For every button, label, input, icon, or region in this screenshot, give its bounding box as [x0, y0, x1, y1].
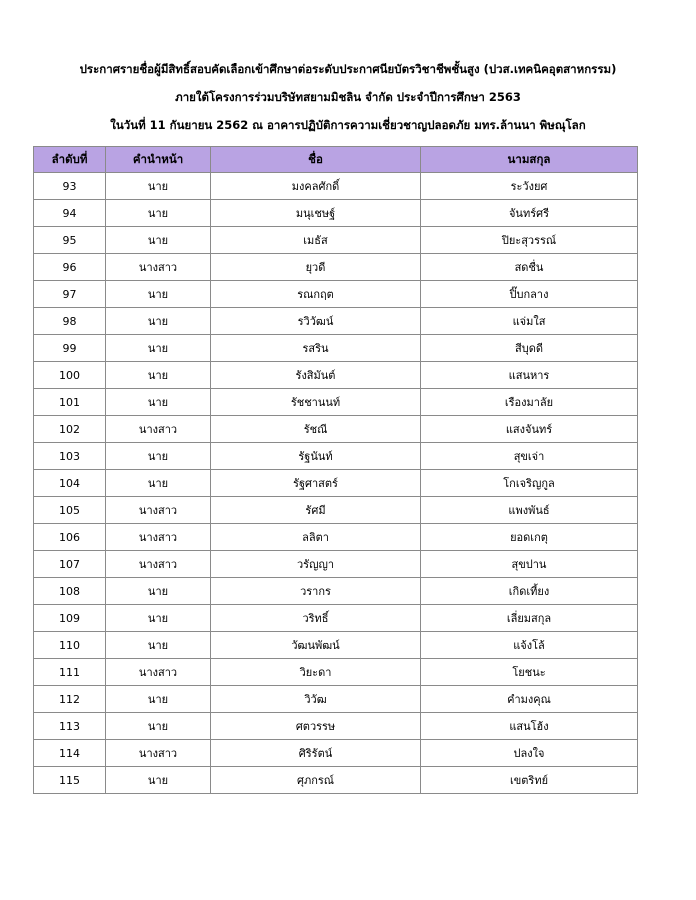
cell-title: นาย — [106, 389, 211, 416]
table-row — [34, 767, 638, 794]
cell-last-name: เกิดเที้ยง — [421, 578, 638, 605]
cell-title: นาย — [106, 308, 211, 335]
cell-first-name: รัชณี — [211, 416, 421, 443]
cell-last-name: ยอดเกตุ — [421, 524, 638, 551]
cell-no: 106 — [34, 524, 106, 551]
cell-last-name: สีบุดดี — [421, 335, 638, 362]
cell-first-name: รวิวัฒน์ — [211, 308, 421, 335]
cell-no: 101 — [34, 389, 106, 416]
cell-first-name: วริทธิ์ — [211, 605, 421, 632]
cell-title: นาย — [106, 578, 211, 605]
table-row — [34, 389, 638, 416]
cell-title: นางสาว — [106, 416, 211, 443]
cell-no: 113 — [34, 713, 106, 740]
table-body — [34, 173, 638, 794]
cell-title: นาย — [106, 632, 211, 659]
program-subtitle: ภายใต้โครงการร่วมบริษัทสยามมิชลิน จำกัด ประจำปีการศึกษา 2563 — [175, 90, 521, 104]
cell-last-name: ปลงใจ — [421, 740, 638, 767]
cell-first-name: รัฐศาสตร์ — [211, 470, 421, 497]
cell-first-name: ศุภกรณ์ — [211, 767, 421, 794]
cell-title: นาย — [106, 281, 211, 308]
table-row — [34, 632, 638, 659]
table-row — [34, 497, 638, 524]
cell-first-name: มนุเชษฐ์ — [211, 200, 421, 227]
cell-last-name: แสนหาร — [421, 362, 638, 389]
cell-no: 95 — [34, 227, 106, 254]
cell-title: นาย — [106, 605, 211, 632]
cell-title: นาย — [106, 686, 211, 713]
cell-title: นางสาว — [106, 740, 211, 767]
cell-no: 110 — [34, 632, 106, 659]
cell-last-name: จันทร์ศรี — [421, 200, 638, 227]
cell-no: 94 — [34, 200, 106, 227]
announcement-header — [0, 62, 696, 146]
cell-first-name: ศิริรัตน์ — [211, 740, 421, 767]
table-row — [34, 578, 638, 605]
cell-no: 103 — [34, 443, 106, 470]
cell-title: นาย — [106, 335, 211, 362]
table-row — [34, 659, 638, 686]
cell-first-name: วิวัฒ — [211, 686, 421, 713]
table-row — [34, 686, 638, 713]
cell-last-name: เลี่ยมสกุล — [421, 605, 638, 632]
announcement-title: ประกาศรายชื่อผู้มีสิทธิ์สอบคัดเลือกเข้าศึกษาต่อระดับประกาศนียบัตรวิชาชีพชั้นสูง (ปวส.เทคนิคอุตสาหกรรม) — [79, 62, 617, 76]
table-header-row — [34, 147, 638, 173]
table-row — [34, 470, 638, 497]
cell-title: นาย — [106, 767, 211, 794]
cell-last-name: สุขปาน — [421, 551, 638, 578]
cell-last-name: ปิยะสุวรรณ์ — [421, 227, 638, 254]
column-header-title: คำนำหน้า — [106, 147, 211, 173]
cell-no: 107 — [34, 551, 106, 578]
cell-no: 102 — [34, 416, 106, 443]
cell-no: 115 — [34, 767, 106, 794]
cell-first-name: ศตวรรษ — [211, 713, 421, 740]
table-row — [34, 254, 638, 281]
table-row — [34, 335, 638, 362]
cell-title: นางสาว — [106, 254, 211, 281]
cell-title: นางสาว — [106, 524, 211, 551]
cell-first-name: วัฒนพัฒน์ — [211, 632, 421, 659]
cell-first-name: มงคลศักดิ์ — [211, 173, 421, 200]
cell-no: 93 — [34, 173, 106, 200]
cell-last-name: แสงจันทร์ — [421, 416, 638, 443]
cell-last-name: เรืองมาลัย — [421, 389, 638, 416]
cell-last-name: แพงพันธ์ — [421, 497, 638, 524]
cell-no: 100 — [34, 362, 106, 389]
cell-first-name: รณกฤต — [211, 281, 421, 308]
table-row — [34, 551, 638, 578]
cell-title: นาย — [106, 173, 211, 200]
cell-last-name: แจ่มใส — [421, 308, 638, 335]
cell-no: 104 — [34, 470, 106, 497]
cell-first-name: วรากร — [211, 578, 421, 605]
cell-first-name: รังสิมันต์ — [211, 362, 421, 389]
cell-no: 109 — [34, 605, 106, 632]
cell-title: นาย — [106, 200, 211, 227]
cell-title: นาย — [106, 362, 211, 389]
cell-last-name: แจ้งโล้ — [421, 632, 638, 659]
cell-first-name: รสริน — [211, 335, 421, 362]
cell-last-name: สุขเจ่า — [421, 443, 638, 470]
table-row — [34, 524, 638, 551]
cell-no: 114 — [34, 740, 106, 767]
cell-last-name: โยชนะ — [421, 659, 638, 686]
cell-last-name: สดชื่น — [421, 254, 638, 281]
cell-no: 98 — [34, 308, 106, 335]
table-row — [34, 362, 638, 389]
cell-no: 108 — [34, 578, 106, 605]
cell-no: 96 — [34, 254, 106, 281]
cell-last-name: คำมงคุณ — [421, 686, 638, 713]
column-header-last-name: นามสกุล — [421, 147, 638, 173]
cell-title: นาย — [106, 443, 211, 470]
table-row — [34, 713, 638, 740]
table-row — [34, 416, 638, 443]
table-row — [34, 227, 638, 254]
cell-title: นาย — [106, 470, 211, 497]
table-row — [34, 200, 638, 227]
cell-last-name: โกเจริญกูล — [421, 470, 638, 497]
candidate-table — [33, 146, 638, 794]
cell-no: 111 — [34, 659, 106, 686]
cell-first-name: วรัญญา — [211, 551, 421, 578]
exam-date-location: ในวันที่ 11 กันยายน 2562 ณ อาคารปฏิบัติการความเชี่ยวชาญปลอดภัย มทร.ล้านนา พิษณุโลก — [110, 118, 586, 132]
cell-no: 99 — [34, 335, 106, 362]
cell-title: นาย — [106, 227, 211, 254]
cell-no: 105 — [34, 497, 106, 524]
cell-first-name: รัชชานนท์ — [211, 389, 421, 416]
cell-last-name: แสนโฮ้ง — [421, 713, 638, 740]
cell-no: 97 — [34, 281, 106, 308]
cell-first-name: รัศมี — [211, 497, 421, 524]
cell-no: 112 — [34, 686, 106, 713]
cell-last-name: ปิ๊บกลาง — [421, 281, 638, 308]
cell-title: นาย — [106, 713, 211, 740]
cell-first-name: รัฐนันท์ — [211, 443, 421, 470]
cell-title: นางสาว — [106, 551, 211, 578]
cell-last-name: ระวังยศ — [421, 173, 638, 200]
cell-title: นางสาว — [106, 659, 211, 686]
column-header-first-name: ชื่อ — [211, 147, 421, 173]
cell-first-name: วิยะดา — [211, 659, 421, 686]
table-row — [34, 308, 638, 335]
cell-first-name: ลลิตา — [211, 524, 421, 551]
table-row — [34, 740, 638, 767]
cell-first-name: ยุวดี — [211, 254, 421, 281]
cell-first-name: เมธัส — [211, 227, 421, 254]
cell-last-name: เขตริทย์ — [421, 767, 638, 794]
table-row — [34, 443, 638, 470]
table-row — [34, 605, 638, 632]
cell-title: นางสาว — [106, 497, 211, 524]
table-row — [34, 281, 638, 308]
table-row — [34, 173, 638, 200]
column-header-no: ลำดับที่ — [34, 147, 106, 173]
